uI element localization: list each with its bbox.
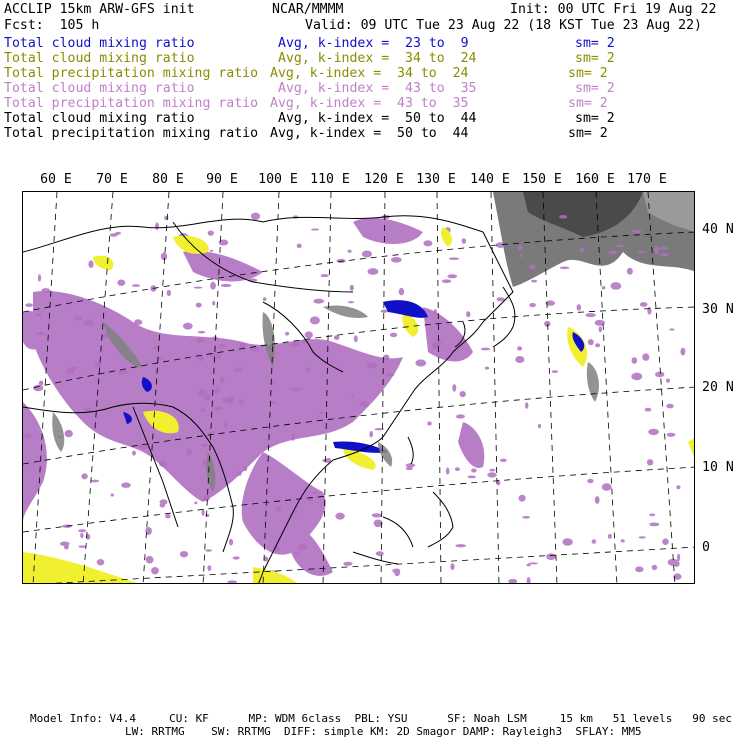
precip-dot: [226, 396, 235, 404]
precip-dot: [200, 408, 205, 412]
precip-dot: [659, 253, 669, 256]
precip-dot: [487, 472, 496, 477]
precip-dot: [334, 335, 340, 340]
precip-dot: [520, 255, 523, 257]
precip-dot: [160, 503, 166, 508]
precip-dot: [111, 493, 114, 496]
forecast-hour: Fcst: 105 h: [4, 18, 100, 33]
precip-dot: [456, 414, 465, 418]
precip-dot: [423, 240, 432, 246]
precip-dot: [38, 274, 41, 282]
precip-dot: [392, 569, 400, 573]
precip-dot: [608, 534, 612, 539]
lon-label: 170 E: [627, 172, 667, 187]
precip-dot: [449, 257, 459, 260]
precip-dot: [321, 274, 329, 277]
precip-dot: [481, 348, 491, 351]
precip-dot: [631, 373, 642, 381]
precip-dot: [88, 260, 93, 268]
precip-dot: [529, 264, 536, 269]
precip-dot: [546, 553, 556, 560]
precip-dot: [531, 280, 537, 283]
precip-dot: [33, 385, 43, 391]
precip-dot: [213, 407, 223, 411]
precip-dot: [291, 434, 295, 441]
precip-dot: [132, 451, 136, 456]
precip-dot: [66, 368, 74, 375]
precip-dot: [485, 367, 489, 370]
precip-dot: [632, 357, 638, 364]
precip-dot: [500, 459, 507, 462]
precip-dot: [312, 491, 319, 494]
precip-dot: [290, 342, 300, 347]
precip-dot: [318, 412, 323, 414]
precip-dot: [496, 242, 505, 248]
precip-dot: [208, 231, 214, 236]
precip-dot: [649, 523, 659, 527]
precip-dot: [65, 430, 73, 437]
lat-label: 0: [702, 540, 710, 555]
precip-dot: [201, 444, 209, 448]
precip-dot: [560, 267, 570, 270]
precip-dot: [529, 303, 536, 307]
precip-dot: [60, 542, 70, 547]
precip-dot: [78, 545, 86, 547]
lon-label: 90 E: [206, 172, 238, 187]
legend-row-field: Total cloud mixing ratio: [4, 81, 195, 96]
precip-dot: [455, 544, 466, 547]
precip-dot: [372, 513, 382, 517]
precip-dot: [354, 335, 358, 342]
precip-dot: [224, 420, 227, 428]
precip-dot: [25, 303, 33, 307]
legend-row-field: Total cloud mixing ratio: [4, 51, 195, 66]
precip-dot: [667, 433, 676, 437]
precip-dot: [460, 391, 466, 397]
precip-dot: [676, 485, 680, 489]
precip-dot: [638, 251, 646, 253]
precip-dot: [196, 338, 204, 343]
precip-dot: [335, 513, 344, 520]
precip-dot: [442, 279, 451, 283]
precip-dot: [538, 424, 541, 428]
precip-dot: [406, 467, 413, 470]
precip-dot: [220, 376, 224, 383]
precip-dot: [647, 459, 653, 465]
precip-dot: [23, 434, 32, 439]
precip-dot: [383, 355, 389, 361]
precip-dot: [648, 429, 659, 435]
precip-dot: [110, 233, 118, 237]
precip-dot: [215, 388, 220, 395]
precip-dot: [78, 529, 86, 532]
precip-dot: [227, 580, 237, 583]
precip-dot: [544, 321, 550, 327]
footer-model-info: Model Info: V4.4 CU: KF MP: WDM 6class PBL: YSU SF: Noah LSM 15 km 51 levels 90 sec: [30, 712, 732, 725]
precip-dot: [522, 516, 530, 519]
legend-row-sm: sm= 2: [568, 66, 608, 81]
precip-dot: [367, 268, 378, 275]
precip-dot: [243, 466, 248, 471]
precip-dot: [655, 372, 664, 378]
legend-row-field: Total cloud mixing ratio: [4, 111, 195, 126]
precip-dot: [263, 297, 267, 301]
precip-dot: [194, 287, 203, 289]
precip-dot: [595, 343, 600, 347]
precip-dot: [632, 230, 642, 233]
precip-dot: [562, 538, 573, 546]
precip-dot: [635, 566, 643, 572]
lon-label: 150 E: [522, 172, 562, 187]
precip-dot: [204, 394, 211, 401]
precip-dot: [376, 551, 384, 556]
precip-dot: [602, 483, 612, 491]
precip-dot: [158, 357, 165, 360]
precip-dot: [455, 467, 460, 471]
lat-label: 40 N: [702, 222, 734, 237]
precip-dot: [210, 250, 213, 252]
precip-dot: [559, 215, 567, 219]
precip-dot: [218, 344, 226, 349]
lat-label: 30 N: [702, 302, 734, 317]
precip-dot: [251, 213, 260, 220]
precip-dot: [497, 297, 505, 301]
precip-dot: [240, 343, 246, 348]
precip-dot: [41, 288, 50, 293]
precip-dot: [121, 483, 131, 488]
precip-dot: [528, 562, 538, 564]
precip-dot: [348, 250, 352, 253]
legend-row-range: Avg, k-index = 23 to 9: [278, 36, 469, 51]
precip-dot: [196, 303, 202, 308]
precip-dot: [525, 402, 528, 409]
lon-label: 130 E: [416, 172, 456, 187]
legend-row-field: Total precipitation mixing ratio: [4, 66, 259, 81]
precip-dot: [602, 286, 606, 289]
legend-row-field: Total precipitation mixing ratio: [4, 96, 259, 111]
precip-dot: [343, 562, 352, 566]
lon-label: 160 E: [575, 172, 615, 187]
precip-dot: [640, 302, 648, 307]
precip-dot: [194, 502, 197, 505]
precip-dot: [552, 370, 558, 373]
precip-dot: [659, 247, 668, 250]
precip-dot: [595, 496, 600, 504]
center-label: NCAR/MMMM: [272, 2, 344, 17]
precip-dot: [117, 280, 125, 286]
precip-dot: [285, 332, 289, 336]
precip-dot: [39, 381, 44, 386]
lon-label: 70 E: [96, 172, 128, 187]
precip-dot: [311, 229, 319, 231]
precip-dot: [205, 514, 209, 517]
precip-dot: [652, 565, 658, 570]
precip-dot: [588, 339, 594, 345]
precip-dot: [466, 311, 470, 317]
lat-label: 10 N: [702, 460, 734, 475]
precip-dot: [609, 251, 617, 255]
precip-dot: [305, 367, 310, 372]
precip-dot: [155, 222, 159, 230]
legend-row-range: Avg, k-index = 34 to 24: [270, 66, 469, 81]
legend-row-field: Total precipitation mixing ratio: [4, 126, 259, 141]
precip-dot: [645, 408, 652, 412]
precip-dot: [647, 307, 651, 315]
precip-dot: [291, 387, 302, 391]
precip-dot: [471, 468, 477, 472]
legend-row-sm: sm= 2: [575, 51, 615, 66]
precip-dot: [183, 323, 193, 330]
precip-dot: [95, 362, 102, 367]
precip-dot: [621, 539, 625, 542]
precip-dot: [391, 257, 402, 263]
upper-mixing-field: [23, 218, 484, 576]
precip-dot: [276, 507, 281, 512]
precip-dot: [298, 544, 308, 549]
precip-dot: [415, 359, 426, 366]
precip-dot: [233, 556, 240, 559]
precip-dot: [36, 313, 42, 316]
precip-dot: [515, 356, 524, 363]
precip-dot: [221, 284, 232, 287]
lon-label: 60 E: [40, 172, 72, 187]
precip-dot: [518, 245, 523, 250]
forecast-map: [22, 191, 695, 584]
precip-dot: [508, 579, 517, 584]
valid-time: Valid: 09 UTC Tue 23 Aug 22 (18 KST Tue 23 Aug 22): [305, 18, 702, 33]
precip-dot: [134, 319, 142, 325]
precip-dot: [310, 316, 320, 324]
precip-dot: [399, 288, 404, 295]
precip-dot: [83, 320, 93, 327]
precip-dot: [208, 565, 212, 571]
precip-dot: [294, 552, 301, 555]
precip-dot: [527, 564, 531, 566]
precip-dot: [305, 331, 313, 338]
precip-dot: [616, 245, 625, 247]
precip-dot: [203, 495, 210, 501]
precip-dot: [351, 395, 354, 398]
lon-label: 120 E: [364, 172, 404, 187]
precip-dot: [229, 539, 233, 546]
precip-dot: [202, 509, 205, 516]
init-time: Init: 00 UTC Fri 19 Aug 22: [510, 2, 717, 17]
precip-dot: [313, 299, 324, 304]
precip-dot: [447, 274, 457, 278]
precip-dot: [654, 246, 659, 254]
precip-dot: [669, 328, 674, 330]
precip-dot: [81, 473, 87, 479]
precip-dot: [74, 316, 82, 320]
legend-row-sm: sm= 2: [575, 36, 615, 51]
precip-dot: [90, 480, 99, 483]
precip-dot: [350, 285, 354, 291]
legend-row-range: Avg, k-index = 43 to 35: [278, 81, 477, 96]
lon-label: 140 E: [470, 172, 510, 187]
precip-dot: [385, 373, 394, 377]
precip-dot: [649, 514, 655, 517]
precip-dot: [84, 407, 93, 411]
precip-dot: [450, 563, 454, 570]
precip-dot: [205, 549, 212, 552]
precip-dot: [519, 495, 526, 502]
precip-dot: [666, 379, 670, 383]
precip-dot: [308, 496, 312, 502]
precip-dot: [362, 251, 372, 258]
lon-label: 100 E: [258, 172, 298, 187]
precip-dot: [36, 332, 44, 335]
precip-dot: [406, 463, 416, 467]
precip-dot: [433, 309, 437, 314]
precip-dot: [390, 333, 397, 338]
precip-dot: [446, 467, 450, 474]
precip-dot: [161, 253, 167, 261]
precip-dot: [367, 363, 377, 369]
precip-dot: [673, 561, 679, 567]
precip-dot: [297, 244, 302, 248]
footer-physics: LW: RRTMG SW: RRTMG DIFF: simple KM: 2D Smagor DAMP: Rayleigh3 SFLAY: MM5: [125, 725, 642, 738]
legend-row-sm: sm= 2: [575, 81, 615, 96]
legend-row-range: Avg, k-index = 34 to 24: [278, 51, 477, 66]
legend-row-sm: sm= 2: [575, 111, 615, 126]
precip-dot: [639, 536, 646, 538]
precip-dot: [662, 538, 669, 545]
precip-dot: [489, 469, 495, 472]
legend-row-range: Avg, k-index = 50 to 44: [270, 126, 469, 141]
precip-dot: [269, 382, 275, 384]
precip-dot: [208, 432, 215, 434]
precip-dot: [468, 476, 477, 479]
precip-dot: [527, 577, 531, 584]
precip-dot: [427, 421, 432, 425]
legend-row-sm: sm= 2: [568, 96, 608, 111]
precip-dot: [237, 471, 241, 476]
precip-dot: [369, 431, 373, 438]
precip-dot: [587, 479, 593, 484]
precip-dot: [599, 326, 602, 332]
lon-label: 110 E: [310, 172, 350, 187]
precip-dot: [80, 533, 83, 539]
model-title: ACCLIP 15km ARW-GFS init: [4, 2, 195, 17]
lon-label: 80 E: [152, 172, 184, 187]
precip-dot: [118, 370, 128, 374]
precip-dot: [580, 248, 585, 252]
precip-dot: [180, 551, 188, 557]
precip-dot: [577, 304, 582, 311]
precip-dot: [452, 384, 456, 392]
precip-dot: [677, 554, 680, 562]
precip-dot: [517, 346, 522, 350]
legend-row-range: Avg, k-index = 43 to 35: [270, 96, 469, 111]
precip-dot: [592, 539, 597, 544]
precip-dot: [238, 399, 243, 404]
legend-row-range: Avg, k-index = 50 to 44: [278, 111, 477, 126]
precip-dot: [611, 282, 622, 290]
precip-dot: [212, 301, 215, 306]
precip-dot: [234, 367, 243, 372]
precip-dot: [219, 240, 229, 246]
precip-dot: [198, 331, 205, 334]
legend-row-sm: sm= 2: [568, 126, 608, 141]
precip-dot: [146, 556, 154, 564]
precip-dot: [186, 449, 192, 456]
precip-dot: [642, 353, 649, 360]
precip-dot: [360, 401, 369, 408]
precip-dot: [627, 268, 633, 275]
precip-dot: [210, 282, 216, 290]
lat-label: 20 N: [702, 380, 734, 395]
precip-dot: [337, 259, 346, 263]
precip-dot: [97, 559, 105, 565]
precip-dot: [348, 301, 354, 303]
precip-dot: [666, 404, 674, 409]
precip-dot: [132, 284, 140, 287]
precip-dot: [462, 238, 466, 244]
precip-dot: [165, 514, 170, 518]
precip-dot: [151, 567, 159, 574]
precip-dot: [167, 290, 171, 296]
legend-row-field: Total cloud mixing ratio: [4, 36, 195, 51]
precip-dot: [294, 511, 298, 514]
precip-dot: [159, 461, 167, 467]
precip-dot: [585, 313, 595, 317]
precip-dot: [680, 348, 685, 356]
